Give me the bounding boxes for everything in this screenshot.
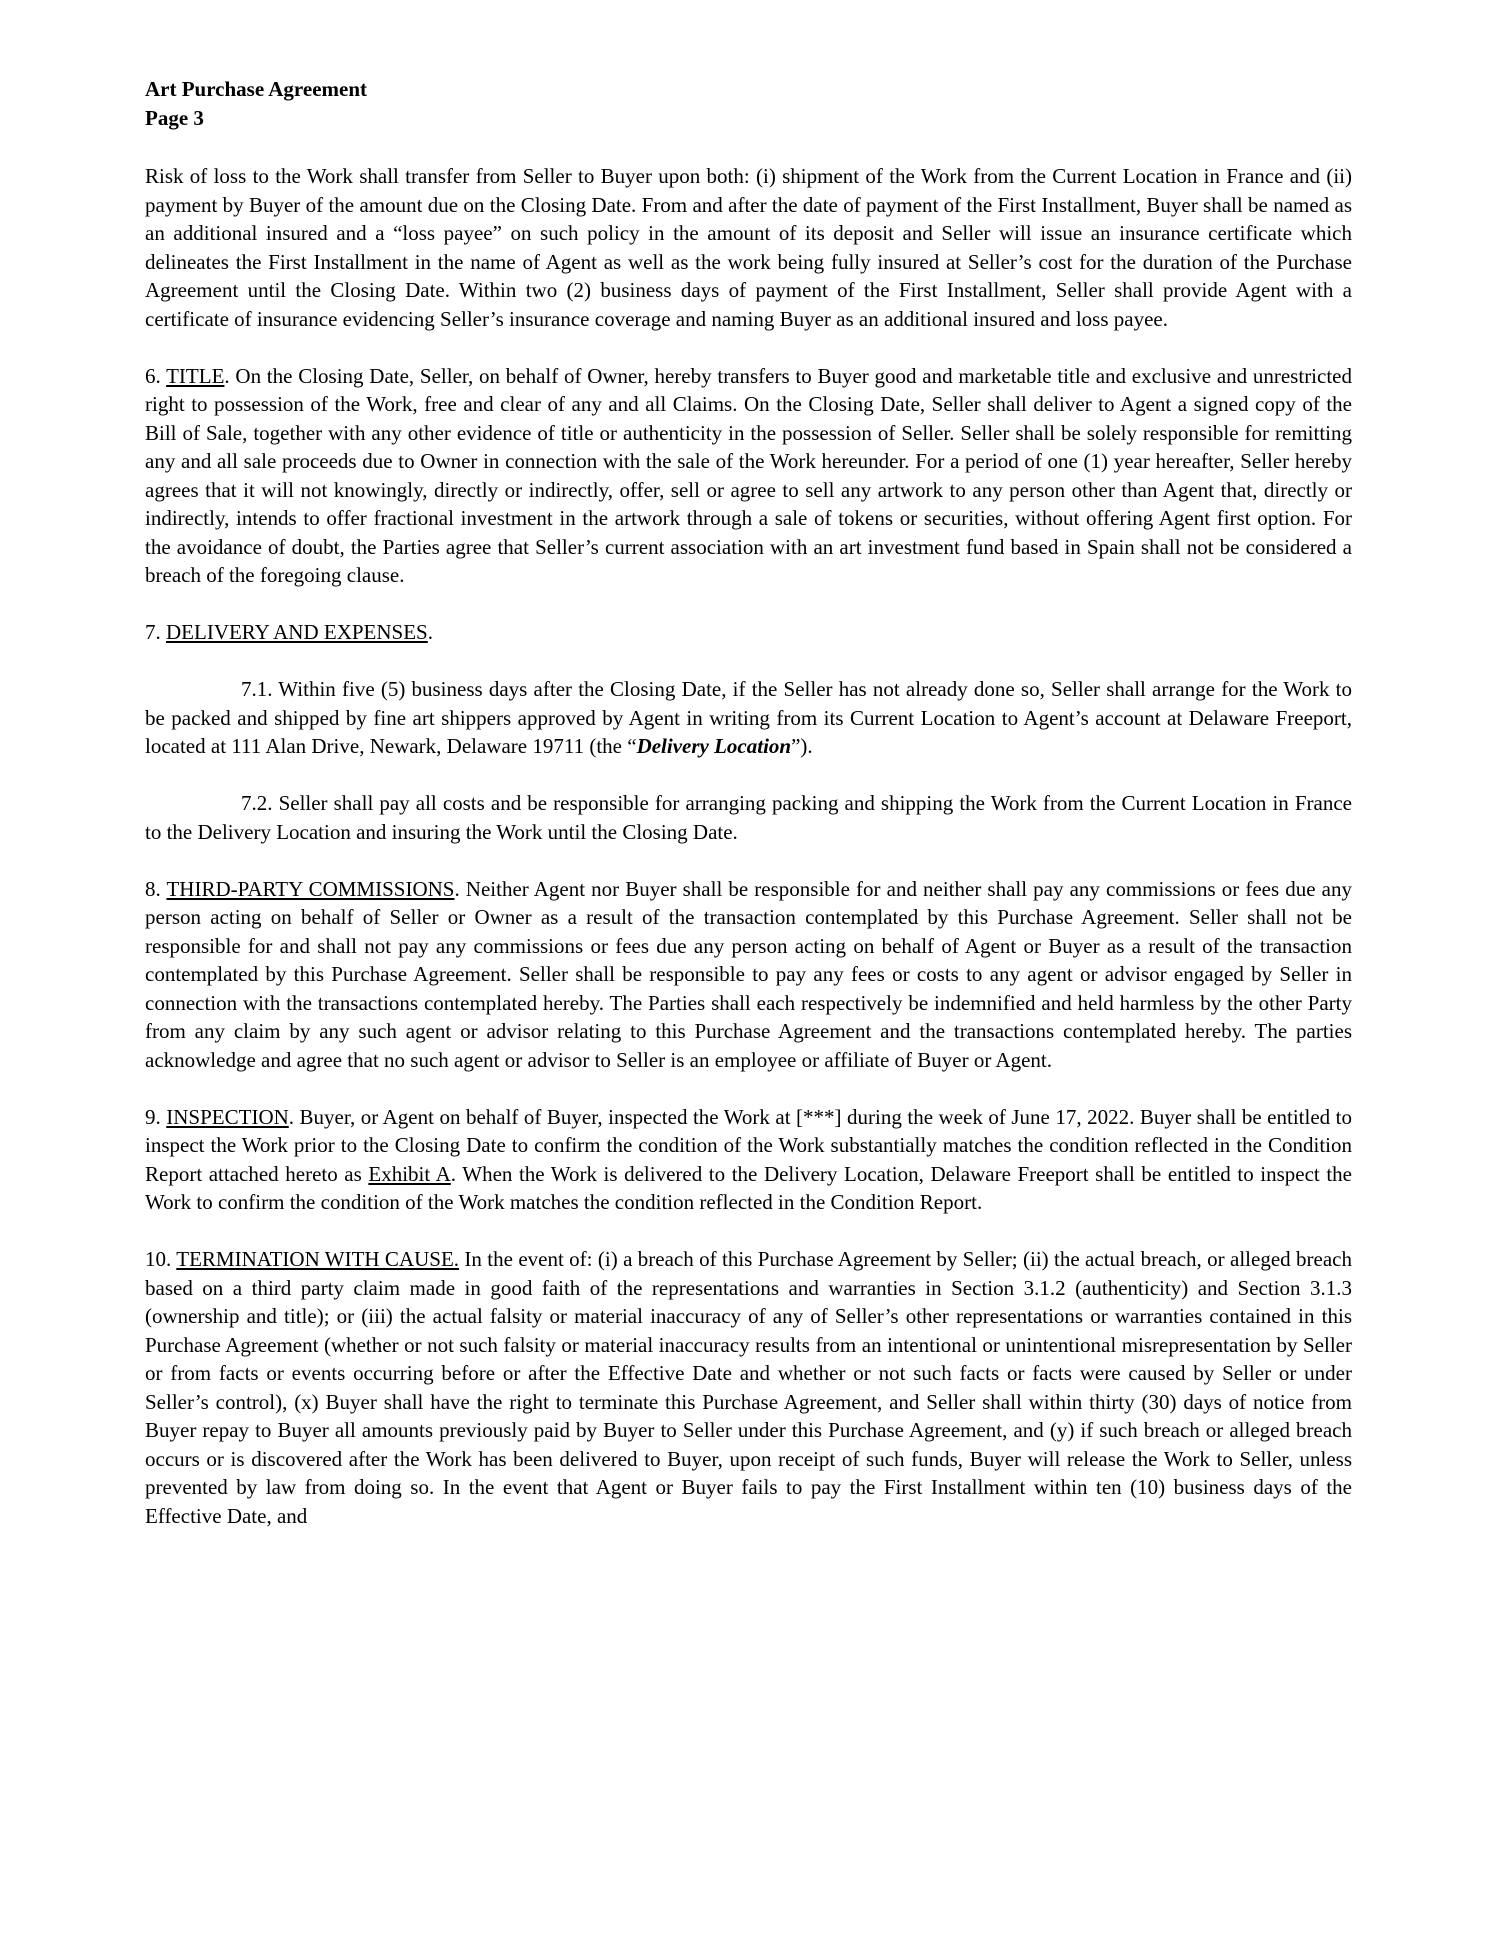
document-title: Art Purchase Agreement [145,77,367,101]
para-section-7-2 [145,789,1352,846]
text-run: . [427,620,433,644]
text-run: . When the Work is delivered to the Delivery Location, Delaware Freeport shall be entitled to inspect the Work to confirm the condition of the Work matches the condition reflected in the Condition Report. [145,1161,1352,1214]
text-run: . On the Closing Date, Seller, on behalf of Owner, hereby transfers to Buyer good and marketable title and exclusive and unrestricted right to possession of the Work, free and clear of any and all Claims. On the Closing Date, Seller shall deliver to Agent a signed copy of the Bill of Sale, together with any other evidence of title or authenticity in the possession of Seller. Seller shall be solely responsible for remitting any and all sale proceeds due to Owner in connection with the sale of the Work hereunder. For a period of one (1) year hereafter, Seller hereby agrees that it will not knowingly, directly or indirectly, offer, sell or agree to sell any artwork to any person other than Agent that, directly or indirectly, intends to offer fractional investment in the artwork through a sale of tokens or securities, without offering Agent first option. For the avoidance of doubt, the Parties agree that Seller’s current association with an art investment fund based in Spain shall not be considered a breach of the foregoing clause. [145,363,1352,587]
text-run: ”). [791,734,813,758]
defined-term-delivery-location: Delivery Location [636,734,792,758]
text-run: 7. [145,620,166,644]
text-run: 10. [145,1247,177,1271]
text-run: 7.2. Seller shall pay all costs and be responsible for arranging packing and shipping the Work from the Current Location in France to the Delivery Location and insuring the Work until the Closing Date. [145,791,1352,844]
para-section-8 [145,875,1352,1075]
section-6-heading: TITLE [166,363,225,388]
page-header [145,75,1352,132]
para-section-7-heading [145,618,1352,647]
para-section-7-1 [145,675,1352,761]
para-section-9 [145,1103,1352,1217]
text-run: 7.1. Within five (5) business days after the Closing Date, if the Seller has not already done so, Seller shall arrange for the Work to be packed and shipped by fine art shippers approved by Agent in writing from its Current Location to Agent’s account at Delaware Freeport, located at 111 Alan Drive, Newark, Delaware 19711 (the “ [145,677,1352,758]
section-10-heading: TERMINATION WITH CAUSE. [176,1247,460,1271]
page-number: Page 3 [145,105,204,130]
para-section-10 [145,1245,1352,1530]
text-run: 9. [145,1104,167,1129]
section-9-heading: INSPECTION [166,1104,289,1129]
text-run: Risk of loss to the Work shall transfer from Seller to Buyer upon both: (i) shipment of the Work from the Current Location in France and (ii) payment by Buyer of the amount due on the Closing Date. From and after the date of payment of the First Installment, Buyer shall be named as an additional insured and a “loss payee” on such policy in the amount of its deposit and Seller will issue an insurance certificate which delineates the First Installment in the name of Agent as well as the work being fully insured at Seller’s cost for the duration of the Purchase Agreement until the Closing Date. Within two (2) business days of payment of the First Installment, Seller shall provide Agent with a certificate of insurance evidencing Seller’s insurance coverage and naming Buyer as an additional insured and loss payee. [145,164,1352,331]
para-risk-of-loss [145,162,1352,333]
section-7-heading: DELIVERY AND EXPENSES [166,620,428,644]
document-body [145,162,1352,1530]
para-section-6-title [145,362,1352,590]
text-run: . Buyer, or Agent on behalf of Buyer, inspected the Work at [***] during the week of June 17, 2022. Buyer shall be entitled to inspect the Work prior to the Closing Date to confirm the condition of the Work substantially matches the condition reflected in the Condition Report attached hereto as [145,1104,1353,1186]
section-8-heading: THIRD-PARTY COMMISSIONS [166,876,455,901]
text-run: 6. [145,363,167,388]
exhibit-a-reference: Exhibit A [368,1161,451,1186]
text-run: 8. [145,876,167,901]
text-run: . Neither Agent nor Buyer shall be responsible for and neither shall pay any commissions or fees due any person acting on behalf of Seller or Owner as a result of the transaction contemplated by this Purchase Agreement. Seller shall not be responsible for and shall not pay any commissions or fees due any person acting on behalf of Agent or Buyer as a result of the transaction contemplated by this Purchase Agreement. Seller shall be responsible to pay any fees or costs to any agent or advisor engaged by Seller in connection with the transactions contemplated hereby. The Parties shall each respectively be indemnified and held harmless by the other Party from any claim by any such agent or advisor relating to this Purchase Agreement and the transactions contemplated hereby. The parties acknowledge and agree that no such agent or advisor to Seller is an employee or affiliate of Buyer or Agent. [145,876,1353,1072]
text-run: In the event of: (i) a breach of this Purchase Agreement by Seller; (ii) the actual breach, or alleged breach based on a third party claim made in good faith of the representations and warranties in Section 3.1.2 (authenticity) and Section 3.1.3 (ownership and title); or (iii) the actual falsity or material inaccuracy of any of Seller’s other representations or warranties contained in this Purchase Agreement (whether or not such falsity or material inaccuracy results from an intentional or unintentional misrepresentation by Seller or from facts or events occurring before or after the Effective Date and whether or not such facts or facts were caused by Seller or under Seller’s control), (x) Buyer shall have the right to terminate this Purchase Agreement, and Seller shall within thirty (30) days of notice from Buyer repay to Buyer all amounts previously paid by Buyer to Seller under this Purchase Agreement, and (y) if such breach or alleged breach occurs or is discovered after the Work has been delivered to Buyer, upon receipt of such funds, Buyer will release the Work to Seller, unless prevented by law from doing so. In the event that Agent or Buyer fails to pay the First Installment within ten (10) business days of the Effective Date, and [145,1247,1352,1528]
